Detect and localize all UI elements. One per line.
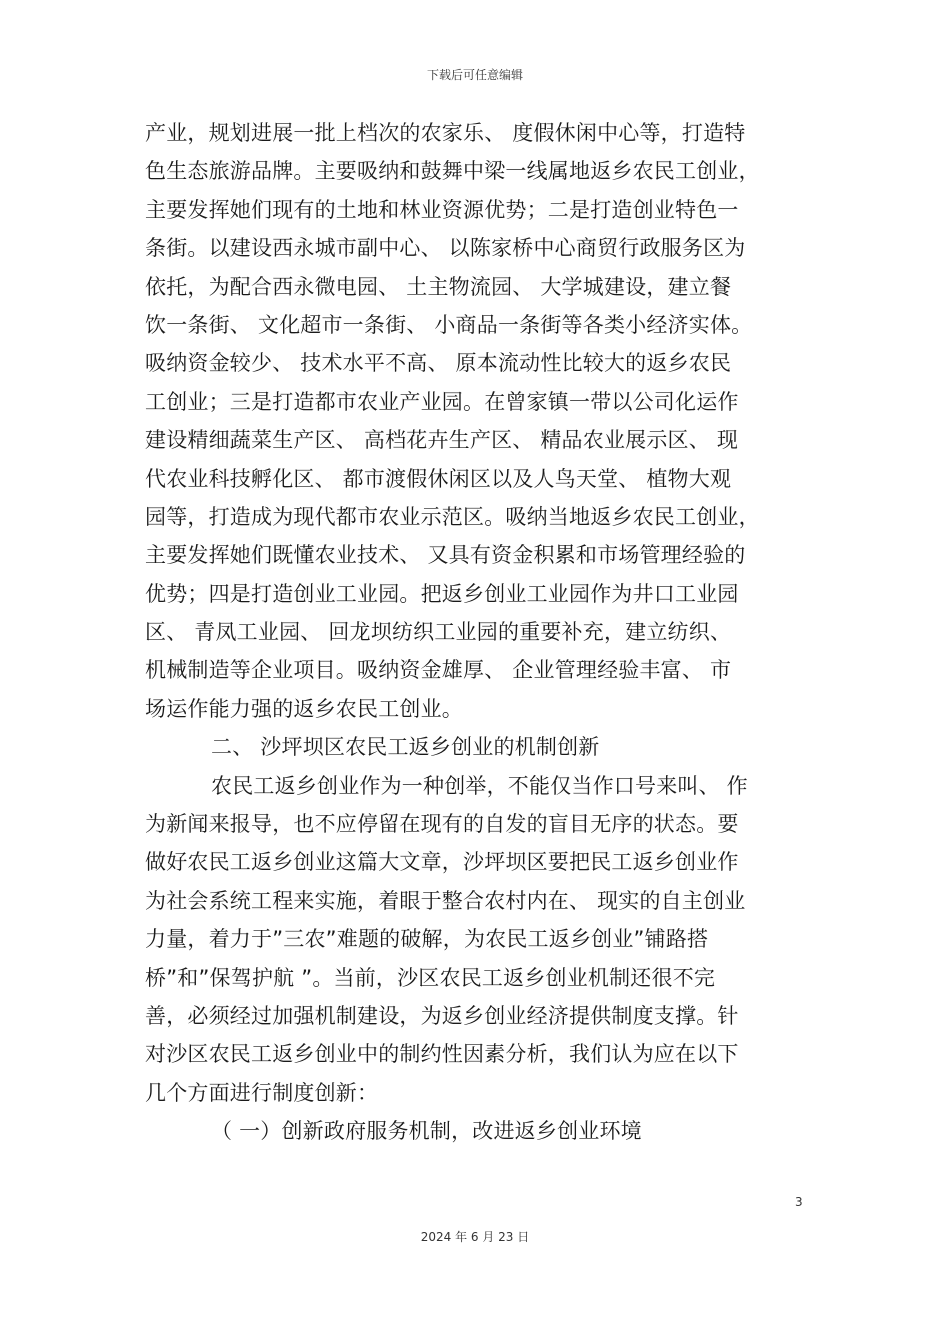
text-line: 为新闻来报导，也不应停留在现有的自发的盲目无序的状态。要 — [145, 812, 739, 837]
text-line: 依托，为配合西永微电园、 土主物流园、 大学城建设，建立餐 — [145, 274, 732, 299]
page-header: 下载后可任意编辑 — [426, 68, 523, 82]
text-line: 几个方面进行制度创新： — [145, 1080, 379, 1105]
text-line: 园等，打造成为现代都市农业示范区。吸纳当地返乡农民工创业， — [145, 504, 760, 529]
text-line: 力量，着力于”三农”难题的破解，为农民工返乡创业”铺路搭 — [145, 927, 709, 952]
text-line: 善，必须经过加强机制建设，为返乡创业经济提供制度支撑。针 — [145, 1003, 739, 1028]
text-line: 代农业科技孵化区、 都市渡假休闲区以及人鸟天堂、 植物大观 — [145, 466, 732, 491]
text-line: 场运作能力强的返乡农民工创业。 — [145, 696, 463, 721]
text-line: 饮一条街、 文化超市一条街、 小商品一条街等各类小经济实体。 — [145, 312, 753, 337]
section-heading: 二、 沙坪坝区农民工返乡创业的机制创新 — [211, 735, 600, 760]
page-number: 3 — [795, 1195, 803, 1209]
text-line: 为社会系统工程来实施，着眼于整合农村内在、 现实的自主创业 — [145, 888, 746, 913]
text-line: 主要发挥她们现有的土地和林业资源优势；二是打造创业特色一 — [145, 197, 739, 222]
text-line: 机械制造等企业项目。吸纳资金雄厚、 企业管理经验丰富、 市 — [145, 658, 732, 683]
paragraph-start-line: 农民工返乡创业作为一种创举，不能仅当作口号来叫、 作 — [211, 773, 748, 798]
subsection-heading: （ 一）创新政府服务机制，改进返乡创业环境 — [211, 1119, 642, 1144]
text-line: 区、 青凤工业园、 回龙坝纺织工业园的重要补充，建立纺织、 — [145, 620, 732, 645]
text-line: 色生态旅游品牌。主要吸纳和鼓舞中梁一线属地返乡农民工创业， — [145, 159, 760, 184]
text-line: 建设精细蔬菜生产区、 高档花卉生产区、 精品农业展示区、 现 — [145, 428, 739, 453]
page-footer-date: 2024 年 6 月 23 日 — [420, 1230, 530, 1244]
document-body — [145, 114, 810, 1151]
text-line: 吸纳资金较少、 技术水平不高、 原本流动性比较大的返乡农民 — [145, 351, 732, 376]
text-line: 对沙区农民工返乡创业中的制约性因素分析，我们认为应在以下 — [145, 1042, 739, 1067]
text-line: 优势；四是打造创业工业园。把返乡创业工业园作为井口工业园 — [145, 581, 739, 606]
text-line: 桥”和”保驾护航 ”。当前，沙区农民工返乡创业机制还很不完 — [145, 965, 716, 990]
text-line: 主要发挥她们既懂农业技术、 又具有资金积累和市场管理经验的 — [145, 543, 746, 568]
text-line: 条街。以建设西永城市副中心、 以陈家桥中心商贸行政服务区为 — [145, 236, 746, 261]
text-line: 工创业；三是打造都市农业产业园。在曾家镇一带以公司化运作 — [145, 389, 739, 414]
text-line: 产业，规划进展一批上档次的农家乐、 度假休闲中心等，打造特 — [145, 121, 746, 145]
text-line: 做好农民工返乡创业这篇大文章，沙坪坝区要把民工返乡创业作 — [145, 850, 739, 875]
